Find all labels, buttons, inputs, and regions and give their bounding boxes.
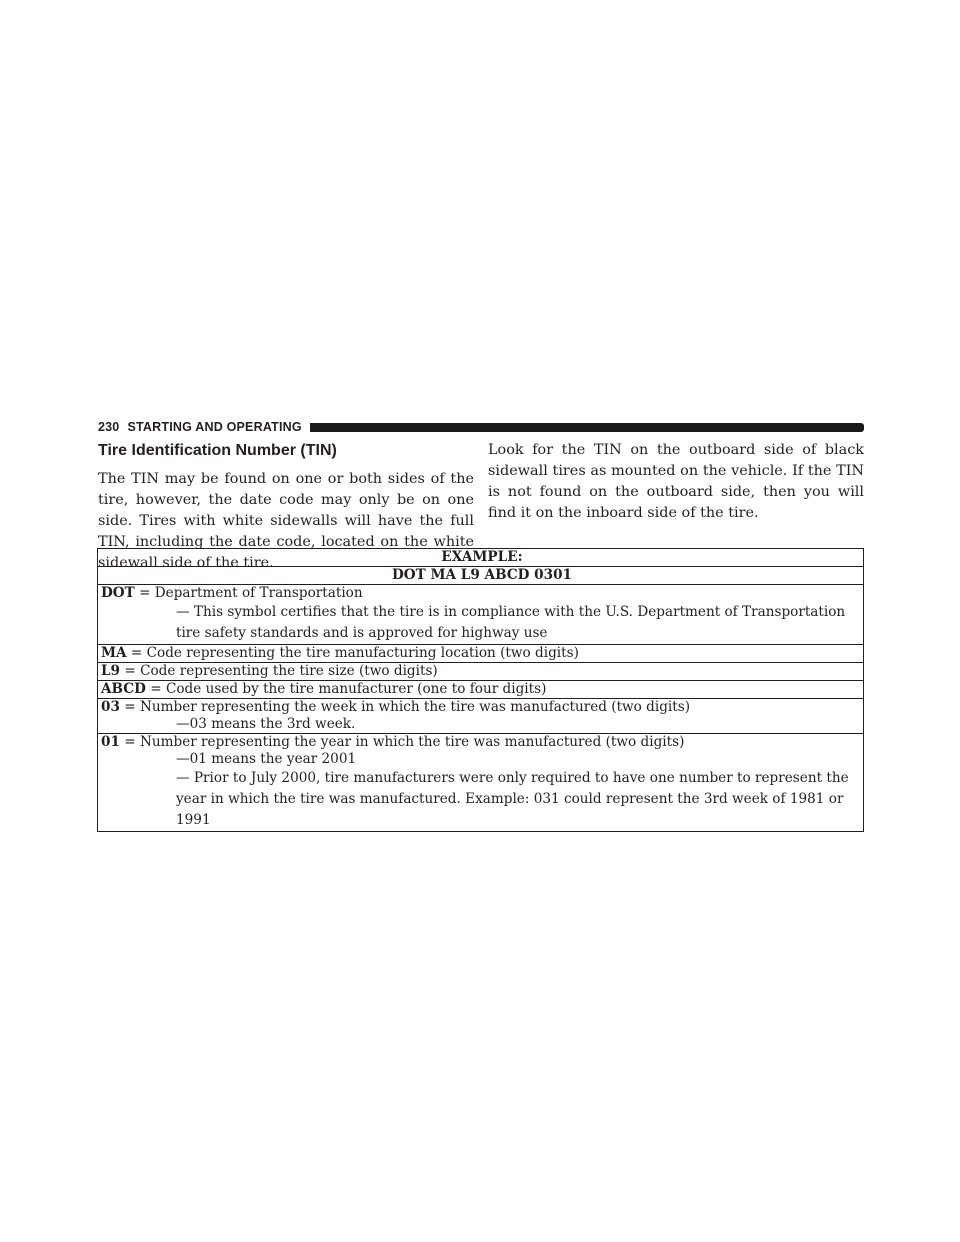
row-note: —03 means the 3rd week.	[176, 716, 356, 732]
table-cell	[98, 585, 864, 645]
table-cell	[98, 699, 864, 734]
row-term: DOT	[101, 585, 135, 601]
row-definition: = Number representing the year in which the tire was manufactured (two digits)	[119, 734, 685, 750]
row-note: — Prior to July 2000, tire manufacturers were only required to have one number to represent the year in which the tire was manufactured. Example: 031 could represent the 3rd week of 1981 or 1991	[176, 770, 849, 828]
row-note: — This symbol certifies that the tire is in compliance with the U.S. Department of Transportation tire safety standards and is approved for highway use	[176, 604, 846, 641]
table-cell	[98, 681, 864, 699]
table-cell	[98, 645, 864, 663]
row-term: 01	[101, 734, 120, 750]
tin-example: DOT MA L9 ABCD 0301	[98, 567, 864, 585]
table-row	[98, 734, 864, 832]
table-row	[98, 699, 864, 734]
row-definition: = Number representing the week in which the tire was manufactured (two digits)	[119, 699, 691, 715]
table-example-row	[98, 567, 864, 585]
table-row	[98, 585, 864, 645]
row-term: L9	[101, 663, 121, 679]
paragraph-left: The TIN may be found on one or both sides of the tire, however, the date code may only be on one side. Tires with white sidewalls will have the full TIN, including the date code, located on the white sidewall side of the tire.	[98, 471, 474, 571]
row-term: 03	[101, 699, 120, 715]
table-cell	[98, 663, 864, 681]
table-title: EXAMPLE:	[98, 549, 864, 567]
header-rule	[310, 423, 864, 432]
table-cell	[98, 734, 864, 832]
table-row	[98, 681, 864, 699]
paragraph-right: Look for the TIN on the outboard side of black sidewall tires as mounted on the vehicle. If the TIN is not found on the outboard side, then you will find it on the inboard side of the tire.	[488, 442, 864, 521]
row-term: ABCD	[101, 681, 146, 697]
table-title-row	[98, 549, 864, 567]
section-heading: Tire Identification Number (TIN)	[98, 442, 337, 459]
row-definition: = Code representing the tire manufacturing location (two digits)	[126, 645, 579, 661]
row-definition: = Code representing the tire size (two digits)	[120, 663, 438, 679]
table-row	[98, 663, 864, 681]
row-term: MA	[101, 645, 127, 661]
section-title: STARTING AND OPERATING	[127, 420, 302, 434]
row-definition: = Code used by the tire manufacturer (one to four digits)	[145, 681, 547, 697]
table-row	[98, 645, 864, 663]
tin-example-table	[97, 548, 864, 832]
page-number: 230	[98, 420, 120, 434]
page-header	[98, 420, 864, 434]
row-definition: = Department of Transportation	[134, 585, 363, 601]
row-note: —01 means the year 2001	[176, 751, 357, 767]
